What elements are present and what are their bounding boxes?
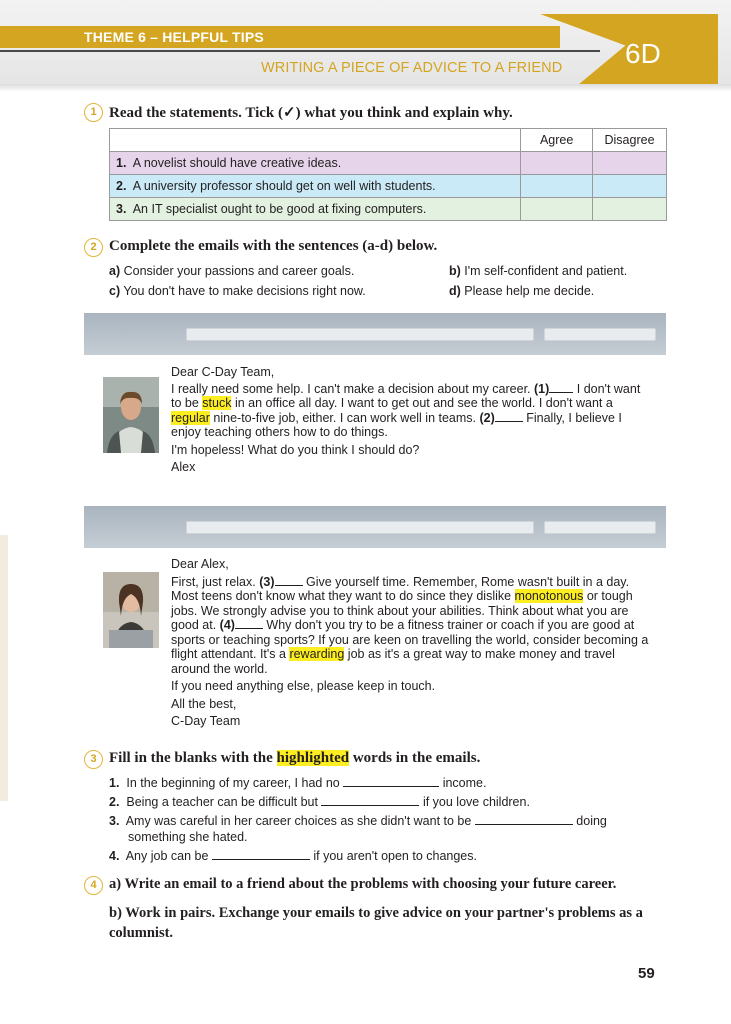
email-1-subject-field bbox=[544, 328, 656, 341]
table-header-row bbox=[110, 129, 667, 152]
highlighted-word: highlighted bbox=[276, 750, 350, 766]
answer-blank[interactable] bbox=[212, 859, 310, 860]
option-text: You don't have to make decisions right now. bbox=[123, 284, 366, 298]
exercise-number-1: 1 bbox=[84, 103, 103, 122]
email-2-address-field bbox=[186, 521, 534, 534]
email-2-paragraph bbox=[171, 575, 651, 677]
agree-tick-box[interactable] bbox=[521, 175, 593, 198]
item-number: 4. bbox=[109, 849, 120, 863]
exercise-number-4: 4 bbox=[84, 876, 103, 895]
option-text: I'm self-confident and patient. bbox=[464, 264, 628, 278]
item-text: In the beginning of my career, I had no bbox=[126, 776, 340, 790]
fill-item-1 bbox=[109, 776, 486, 790]
answer-blank[interactable] bbox=[321, 805, 419, 806]
email-text-segment: or tough jobs. We strongly advise you to think about your abilities. Think about what you are good at. bbox=[171, 589, 633, 632]
advisor-photo bbox=[103, 572, 159, 648]
gap-blank[interactable] bbox=[235, 628, 263, 629]
fill-item-2 bbox=[109, 795, 530, 809]
header-shadow bbox=[0, 84, 731, 92]
email-2-body bbox=[171, 557, 651, 729]
table-header-empty bbox=[110, 129, 521, 152]
blank-label: (2) bbox=[479, 410, 495, 425]
email-text-segment: nine-to-five job, either. I can work well in teams. bbox=[209, 410, 480, 425]
alex-photo bbox=[103, 377, 159, 453]
table-row bbox=[110, 152, 667, 175]
exercise-number-3: 3 bbox=[84, 750, 103, 769]
item-text: doing bbox=[576, 814, 607, 828]
gap-blank[interactable] bbox=[549, 392, 573, 393]
exercise-2-instruction: Complete the emails with the sentences (a-d) below. bbox=[109, 238, 438, 254]
option-a bbox=[109, 264, 354, 278]
item-text: if you aren't open to changes. bbox=[313, 849, 477, 863]
disagree-tick-box[interactable] bbox=[593, 152, 667, 175]
blank-label: (1) bbox=[534, 381, 550, 396]
email-1-signature: Alex bbox=[171, 460, 196, 474]
statement-cell bbox=[110, 175, 521, 198]
email-text-segment: I really need some help. I can't make a decision about my career. bbox=[171, 381, 534, 396]
gap-blank[interactable] bbox=[275, 585, 303, 586]
email-2-header-band bbox=[84, 506, 666, 548]
option-b bbox=[449, 264, 627, 278]
option-text: Please help me decide. bbox=[464, 284, 595, 298]
highlighted-word: stuck bbox=[202, 396, 232, 410]
fill-item-3-continuation: something she hated. bbox=[128, 830, 248, 844]
option-d bbox=[449, 284, 594, 298]
column-disagree: Disagree bbox=[593, 129, 667, 152]
email-text-segment: Finally, I believe I enjoy teaching others how to do things. bbox=[171, 410, 622, 439]
item-number: 2. bbox=[109, 795, 120, 809]
disagree-tick-box[interactable] bbox=[593, 198, 667, 221]
table-row bbox=[110, 198, 667, 221]
email-2-signature: C-Day Team bbox=[171, 714, 241, 728]
theme-title: THEME 6 – HELPFUL TIPS bbox=[84, 29, 264, 45]
exercise-3-instruction bbox=[109, 750, 480, 767]
unit-label: 6D bbox=[625, 38, 661, 69]
exercise-1-instruction: Read the statements. Tick (✓) what you think and explain why. bbox=[109, 105, 513, 121]
header-divider bbox=[0, 50, 600, 52]
email-1-paragraph bbox=[171, 382, 651, 440]
item-number: 3. bbox=[109, 814, 120, 828]
item-text: Amy was careful in her career choices as she didn't want to be bbox=[125, 814, 472, 828]
email-2-greeting: Dear Alex, bbox=[171, 557, 229, 571]
page-edge-strip bbox=[0, 535, 8, 801]
email-text-segment: First, just relax. bbox=[171, 574, 260, 589]
option-letter: c) bbox=[109, 284, 121, 298]
email-text-segment: Give yourself time. Remember, Rome wasn't built in a day. Most teens don't know what they want to do since they dislike bbox=[171, 574, 630, 603]
exercise-number-2: 2 bbox=[84, 238, 103, 257]
item-text: Any job can be bbox=[125, 849, 209, 863]
instruction-text: Fill in the blanks with the bbox=[109, 750, 277, 766]
item-text: Write an email to a friend about the problems with choosing your future career. bbox=[124, 876, 617, 892]
highlighted-word: rewarding bbox=[289, 647, 345, 661]
answer-blank[interactable] bbox=[475, 824, 573, 825]
agree-tick-box[interactable] bbox=[521, 198, 593, 221]
statement-cell bbox=[110, 152, 521, 175]
instruction-text: words in the emails. bbox=[349, 750, 481, 766]
email-text-segment: job as it's a great way to make money and travel around the world. bbox=[171, 647, 615, 676]
exercise-4b-instruction bbox=[109, 903, 669, 943]
answer-blank[interactable] bbox=[343, 786, 439, 787]
email-1-greeting: Dear C-Day Team, bbox=[171, 365, 275, 379]
statements-table bbox=[109, 128, 667, 221]
page-number: 59 bbox=[638, 965, 655, 982]
gap-blank[interactable] bbox=[495, 421, 523, 422]
column-agree: Agree bbox=[521, 129, 593, 152]
statement-number: 3. bbox=[116, 202, 127, 216]
option-letter: b) bbox=[449, 264, 461, 278]
email-text-segment: Why don't you try to be a fitness trainer or coach if you are good at sports or teaching sports? If you are keen on travelling the world, consider becoming a flight attendant. It's a bbox=[171, 618, 649, 661]
statement-text: A novelist should have creative ideas. bbox=[132, 156, 342, 170]
fill-item-3 bbox=[109, 814, 669, 828]
fill-item-4 bbox=[109, 849, 477, 863]
statement-text: A university professor should get on well with students. bbox=[132, 179, 436, 193]
option-letter: d) bbox=[449, 284, 461, 298]
item-text: Being a teacher can be difficult but bbox=[126, 795, 318, 809]
item-letter: b) bbox=[109, 905, 122, 921]
email-text-segment: in an office all day. I want to get out and see the world. I don't want a bbox=[231, 396, 613, 410]
email-2-closing: All the best, bbox=[171, 696, 237, 711]
blank-label: (4) bbox=[219, 618, 235, 632]
statement-text: An IT specialist ought to be good at fixing computers. bbox=[132, 202, 427, 216]
email-text-segment: I don't want to be bbox=[171, 381, 641, 410]
highlighted-word: regular bbox=[171, 410, 210, 425]
item-letter: a) bbox=[109, 876, 122, 892]
item-text: income. bbox=[442, 776, 487, 790]
statement-number: 1. bbox=[116, 156, 127, 170]
option-letter: a) bbox=[109, 264, 121, 278]
email-1-body bbox=[171, 365, 651, 475]
item-number: 1. bbox=[109, 776, 120, 790]
highlighted-word: monotonous bbox=[514, 589, 584, 603]
table-row bbox=[110, 175, 667, 198]
email-1-question: I'm hopeless! What do you think I should do? bbox=[171, 442, 420, 457]
option-text: Consider your passions and career goals. bbox=[123, 264, 355, 278]
item-text: if you love children. bbox=[422, 795, 530, 809]
agree-tick-box[interactable] bbox=[521, 152, 593, 175]
disagree-tick-box[interactable] bbox=[593, 175, 667, 198]
statement-number: 2. bbox=[116, 179, 127, 193]
lesson-subtitle: WRITING A PIECE OF ADVICE TO A FRIEND bbox=[261, 60, 563, 76]
email-1-header-band bbox=[84, 313, 666, 355]
blank-label: (3) bbox=[259, 574, 275, 589]
exercise-4a-instruction bbox=[109, 876, 616, 893]
email-2-closing-line: If you need anything else, please keep in touch. bbox=[171, 679, 436, 693]
statement-cell bbox=[110, 198, 521, 221]
item-text: Work in pairs. Exchange your emails to give advice on your partner's problems as a columnist. bbox=[109, 905, 643, 941]
email-2-subject-field bbox=[544, 521, 656, 534]
email-1-address-field bbox=[186, 328, 534, 341]
option-c bbox=[109, 284, 366, 298]
